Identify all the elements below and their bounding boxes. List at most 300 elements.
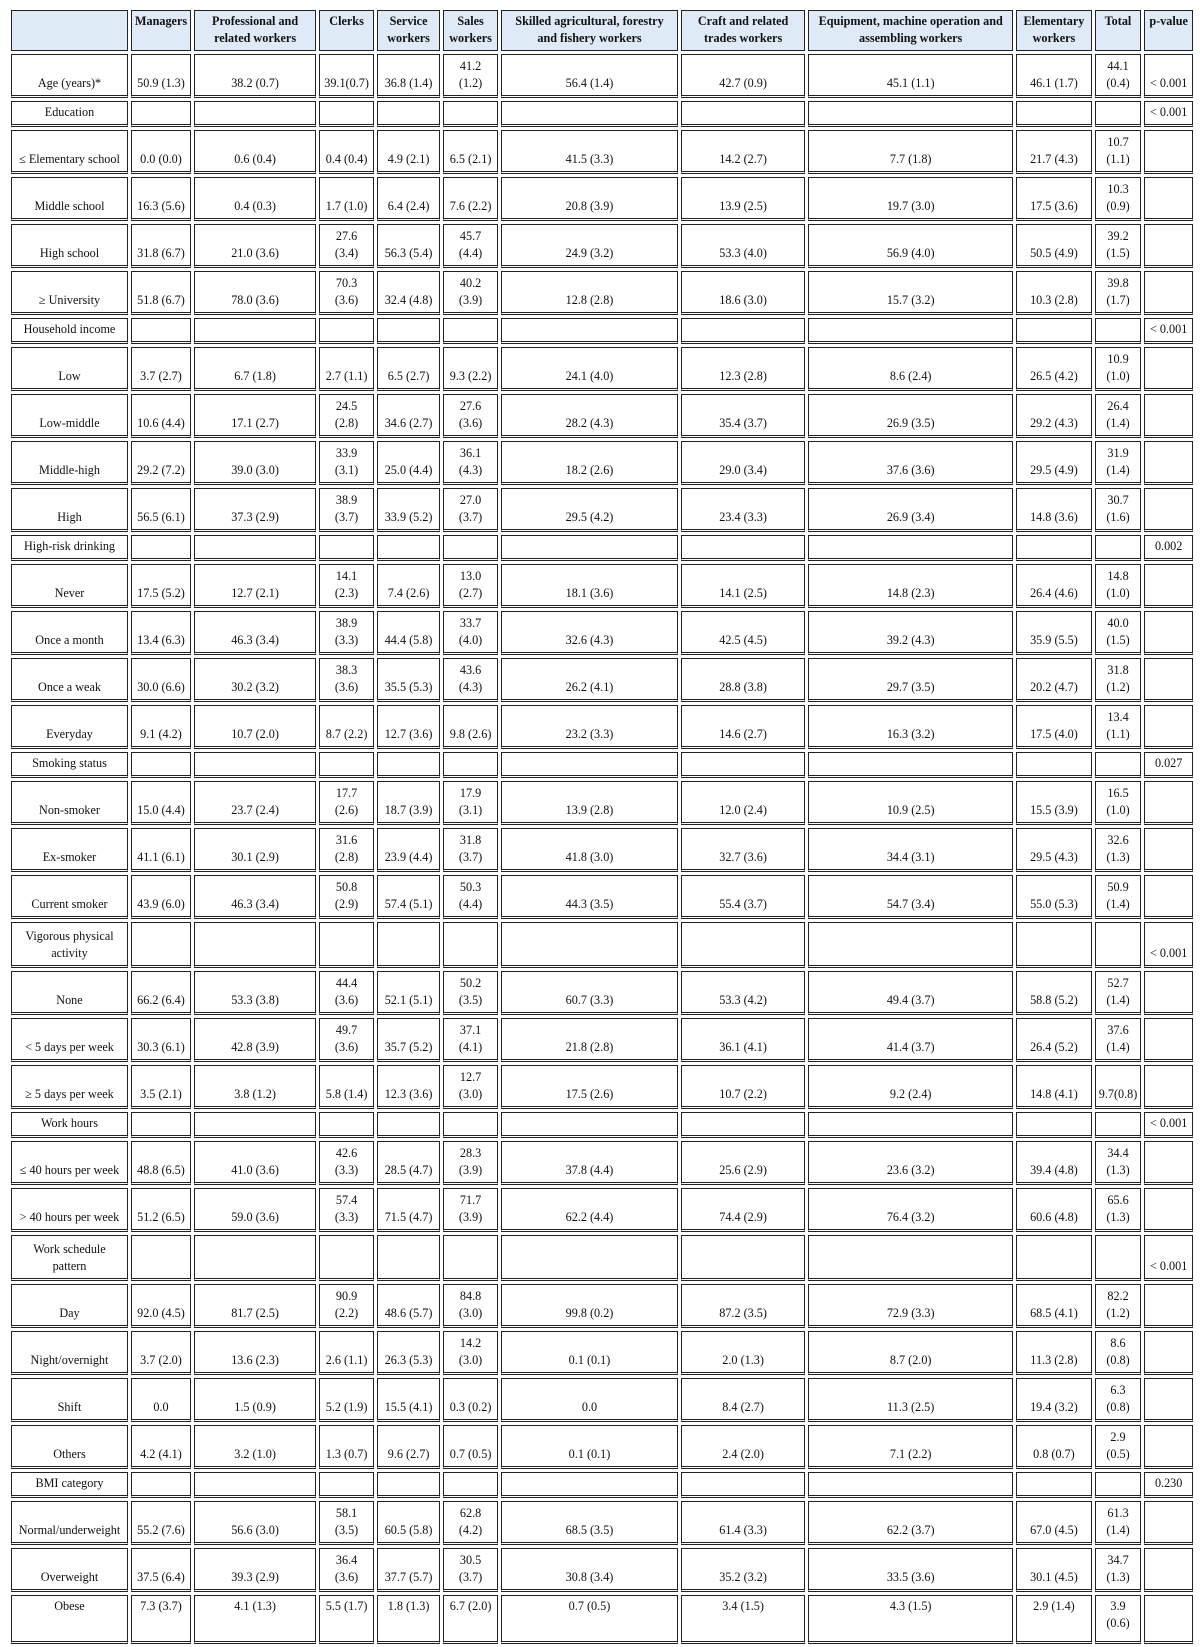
section-label: Education xyxy=(11,101,128,127)
table-cell: 50.9 (1.4) xyxy=(1095,875,1142,919)
table-cell: 17.7 (2.6) xyxy=(319,781,374,825)
table-cell xyxy=(808,1112,1013,1138)
table-cell: 72.9 (3.3) xyxy=(808,1284,1013,1328)
table-cell: 13.9 (2.5) xyxy=(681,177,805,221)
table-cell: 50.3 (4.4) xyxy=(443,875,498,919)
table-cell: 26.4 (5.2) xyxy=(1016,1018,1092,1062)
section-label: Household income xyxy=(11,318,128,344)
section-label: High-risk drinking xyxy=(11,535,128,561)
table-cell: 18.7 (3.9) xyxy=(377,781,440,825)
table-cell: 84.8 (3.0) xyxy=(443,1284,498,1328)
table-cell: 3.7 (2.0) xyxy=(131,1331,191,1375)
table-row xyxy=(11,1501,1193,1545)
table-cell xyxy=(319,318,374,344)
p-value-cell xyxy=(1144,611,1193,655)
table-cell xyxy=(808,1472,1013,1498)
table-cell: 12.3 (2.8) xyxy=(681,347,805,391)
table-cell: 0.0 xyxy=(131,1378,191,1422)
table-cell xyxy=(131,318,191,344)
table-cell: 31.8 (3.7) xyxy=(443,828,498,872)
table-cell: 31.8 (1.2) xyxy=(1095,658,1142,702)
p-value-cell xyxy=(1144,271,1193,315)
table-cell: 26.4 (4.6) xyxy=(1016,564,1092,608)
row-label: ≤ 40 hours per week xyxy=(11,1141,128,1185)
table-cell xyxy=(1016,1472,1092,1498)
table-cell: 70.3 (3.6) xyxy=(319,271,374,315)
table-cell: 17.5 (2.6) xyxy=(501,1065,678,1109)
table-cell: 34.7 (1.3) xyxy=(1095,1548,1142,1592)
header-cell: p-value xyxy=(1144,10,1193,51)
table-cell: 27.6 (3.4) xyxy=(319,224,374,268)
table-cell: 12.0 (2.4) xyxy=(681,781,805,825)
table-cell: 52.7 (1.4) xyxy=(1095,971,1142,1015)
table-cell xyxy=(1016,752,1092,778)
table-cell: 30.3 (6.1) xyxy=(131,1018,191,1062)
table-cell: 13.4 (1.1) xyxy=(1095,705,1142,749)
table-cell: 29.2 (7.2) xyxy=(131,441,191,485)
table-cell xyxy=(501,1472,678,1498)
table-cell: 17.1 (2.7) xyxy=(194,394,316,438)
table-cell xyxy=(1095,1235,1142,1281)
p-value-cell xyxy=(1144,1425,1193,1469)
table-row xyxy=(11,1188,1193,1232)
table-cell xyxy=(194,535,316,561)
table-cell: 29.0 (3.4) xyxy=(681,441,805,485)
table-cell xyxy=(501,318,678,344)
table-cell xyxy=(681,1112,805,1138)
table-row xyxy=(11,781,1193,825)
table-cell xyxy=(377,922,440,968)
table-cell: 12.7 (3.0) xyxy=(443,1065,498,1109)
section-row xyxy=(11,1235,1193,1281)
table-row xyxy=(11,875,1193,919)
table-cell: 23.7 (2.4) xyxy=(194,781,316,825)
table-cell xyxy=(377,101,440,127)
table-cell: 44.4 (3.6) xyxy=(319,971,374,1015)
table-cell xyxy=(1016,101,1092,127)
table-cell: 51.8 (6.7) xyxy=(131,271,191,315)
table-cell: 0.0 (0.0) xyxy=(131,130,191,174)
table-cell: 6.3 (0.8) xyxy=(1095,1378,1142,1422)
table-cell: 23.4 (3.3) xyxy=(681,488,805,532)
table-cell: 26.4 (1.4) xyxy=(1095,394,1142,438)
table-row xyxy=(11,271,1193,315)
p-value-cell xyxy=(1144,347,1193,391)
table-row xyxy=(11,54,1193,98)
p-value-cell xyxy=(1144,1188,1193,1232)
table-body xyxy=(11,54,1193,1644)
table-cell: 37.6 (3.6) xyxy=(808,441,1013,485)
table-cell: 8.7 (2.0) xyxy=(808,1331,1013,1375)
table-row xyxy=(11,394,1193,438)
table-cell: 54.7 (3.4) xyxy=(808,875,1013,919)
table-cell: 13.9 (2.8) xyxy=(501,781,678,825)
table-cell xyxy=(443,1472,498,1498)
table-cell: 10.9 (2.5) xyxy=(808,781,1013,825)
table-cell: 34.4 (1.3) xyxy=(1095,1141,1142,1185)
table-cell xyxy=(808,535,1013,561)
header-cell: Skilled agricultural, forestry and fishery workers xyxy=(501,10,678,51)
table-cell: 57.4 (5.1) xyxy=(377,875,440,919)
row-label: Middle school xyxy=(11,177,128,221)
table-cell: 74.4 (2.9) xyxy=(681,1188,805,1232)
table-cell: 68.5 (3.5) xyxy=(501,1501,678,1545)
table-cell: 71.7 (3.9) xyxy=(443,1188,498,1232)
table-cell: 9.6 (2.7) xyxy=(377,1425,440,1469)
table-cell: 0.6 (0.4) xyxy=(194,130,316,174)
table-cell: 3.8 (1.2) xyxy=(194,1065,316,1109)
row-label: Others xyxy=(11,1425,128,1469)
row-label: High xyxy=(11,488,128,532)
table-cell: 87.2 (3.5) xyxy=(681,1284,805,1328)
table-cell: 41.8 (3.0) xyxy=(501,828,678,872)
table-cell xyxy=(319,922,374,968)
table-cell: 3.5 (2.1) xyxy=(131,1065,191,1109)
table-cell: 1.3 (0.7) xyxy=(319,1425,374,1469)
table-cell: 0.4 (0.4) xyxy=(319,130,374,174)
table-cell: 5.2 (1.9) xyxy=(319,1378,374,1422)
table-cell: 7.3 (3.7) xyxy=(131,1595,191,1644)
row-label: Shift xyxy=(11,1378,128,1422)
table-cell: 33.9 (5.2) xyxy=(377,488,440,532)
table-cell: 37.6 (1.4) xyxy=(1095,1018,1142,1062)
row-label: Day xyxy=(11,1284,128,1328)
table-cell: 56.4 (1.4) xyxy=(501,54,678,98)
table-cell xyxy=(131,535,191,561)
table-row xyxy=(11,1331,1193,1375)
row-label: Once a weak xyxy=(11,658,128,702)
table-cell xyxy=(1016,922,1092,968)
table-cell: 78.0 (3.6) xyxy=(194,271,316,315)
table-cell: 16.3 (3.2) xyxy=(808,705,1013,749)
table-cell: 34.4 (3.1) xyxy=(808,828,1013,872)
table-cell: 15.5 (4.1) xyxy=(377,1378,440,1422)
table-cell: 48.6 (5.7) xyxy=(377,1284,440,1328)
table-cell: 60.6 (4.8) xyxy=(1016,1188,1092,1232)
table-cell: 30.1 (2.9) xyxy=(194,828,316,872)
row-label: ≥ University xyxy=(11,271,128,315)
table-cell: 10.7 (2.2) xyxy=(681,1065,805,1109)
table-cell: 8.6 (2.4) xyxy=(808,347,1013,391)
table-cell: 3.2 (1.0) xyxy=(194,1425,316,1469)
table-cell: 6.5 (2.7) xyxy=(377,347,440,391)
table-cell: 38.9 (3.7) xyxy=(319,488,374,532)
section-row xyxy=(11,922,1193,968)
table-cell: 30.8 (3.4) xyxy=(501,1548,678,1592)
p-value-cell xyxy=(1144,658,1193,702)
table-cell xyxy=(319,101,374,127)
table-cell: 29.5 (4.3) xyxy=(1016,828,1092,872)
p-value-cell: < 0.001 xyxy=(1144,1112,1193,1138)
table-cell xyxy=(1095,1112,1142,1138)
table-cell: 5.8 (1.4) xyxy=(319,1065,374,1109)
table-cell: 38.3 (3.6) xyxy=(319,658,374,702)
row-label: Low xyxy=(11,347,128,391)
table-cell: 21.7 (4.3) xyxy=(1016,130,1092,174)
table-cell: 24.9 (3.2) xyxy=(501,224,678,268)
table-cell xyxy=(501,1235,678,1281)
header-cell: Professional and related workers xyxy=(194,10,316,51)
table-cell: 6.7 (1.8) xyxy=(194,347,316,391)
table-cell: 0.7 (0.5) xyxy=(501,1595,678,1644)
table-cell xyxy=(319,1472,374,1498)
table-cell: 34.6 (2.7) xyxy=(377,394,440,438)
table-cell: 90.9 (2.2) xyxy=(319,1284,374,1328)
table-cell: 56.6 (3.0) xyxy=(194,1501,316,1545)
table-cell: 44.1 (0.4) xyxy=(1095,54,1142,98)
table-cell: 39.8 (1.7) xyxy=(1095,271,1142,315)
table-cell: 16.5 (1.0) xyxy=(1095,781,1142,825)
table-cell: 50.8 (2.9) xyxy=(319,875,374,919)
table-cell: 35.7 (5.2) xyxy=(377,1018,440,1062)
table-cell: 18.6 (3.0) xyxy=(681,271,805,315)
table-cell: 46.1 (1.7) xyxy=(1016,54,1092,98)
p-value-cell xyxy=(1144,394,1193,438)
table-cell: 7.6 (2.2) xyxy=(443,177,498,221)
table-cell: 4.3 (1.5) xyxy=(808,1595,1013,1644)
table-cell: 7.7 (1.8) xyxy=(808,130,1013,174)
table-cell: 92.0 (4.5) xyxy=(131,1284,191,1328)
table-cell: 27.6 (3.6) xyxy=(443,394,498,438)
table-cell: 43.9 (6.0) xyxy=(131,875,191,919)
p-value-cell: < 0.001 xyxy=(1144,101,1193,127)
table-cell xyxy=(377,1112,440,1138)
table-cell: 37.3 (2.9) xyxy=(194,488,316,532)
header-cell: Clerks xyxy=(319,10,374,51)
p-value-cell xyxy=(1144,1141,1193,1185)
table-cell: 53.3 (4.2) xyxy=(681,971,805,1015)
table-cell: 32.6 (4.3) xyxy=(501,611,678,655)
header-cell: Craft and related trades workers xyxy=(681,10,805,51)
p-value-cell xyxy=(1144,441,1193,485)
table-cell: 60.7 (3.3) xyxy=(501,971,678,1015)
table-cell xyxy=(319,752,374,778)
table-cell: 0.1 (0.1) xyxy=(501,1425,678,1469)
table-cell xyxy=(681,101,805,127)
table-cell: 42.8 (3.9) xyxy=(194,1018,316,1062)
table-row xyxy=(11,658,1193,702)
table-cell xyxy=(1095,535,1142,561)
table-cell xyxy=(377,535,440,561)
header-cell: Elementary workers xyxy=(1016,10,1092,51)
p-value-cell xyxy=(1144,705,1193,749)
table-cell: 10.7 (1.1) xyxy=(1095,130,1142,174)
table-cell: 13.6 (2.3) xyxy=(194,1331,316,1375)
table-cell: 9.1 (4.2) xyxy=(131,705,191,749)
section-row xyxy=(11,752,1193,778)
p-value-cell xyxy=(1144,875,1193,919)
table-cell xyxy=(1016,535,1092,561)
table-cell: 19.4 (3.2) xyxy=(1016,1378,1092,1422)
table-cell: 32.6 (1.3) xyxy=(1095,828,1142,872)
table-cell xyxy=(681,535,805,561)
table-cell: 30.5 (3.7) xyxy=(443,1548,498,1592)
table-cell: 20.8 (3.9) xyxy=(501,177,678,221)
table-cell: 40.0 (1.5) xyxy=(1095,611,1142,655)
section-row xyxy=(11,1472,1193,1498)
row-label: Night/overnight xyxy=(11,1331,128,1375)
table-cell: 3.9 (0.6) xyxy=(1095,1595,1142,1644)
section-label: Work schedule pattern xyxy=(11,1235,128,1281)
row-label: > 40 hours per week xyxy=(11,1188,128,1232)
header-cell: Equipment, machine operation and assembling workers xyxy=(808,10,1013,51)
table-cell: 28.5 (4.7) xyxy=(377,1141,440,1185)
table-row xyxy=(11,564,1193,608)
table-cell: 81.7 (2.5) xyxy=(194,1284,316,1328)
table-cell: 53.3 (4.0) xyxy=(681,224,805,268)
table-cell: 17.5 (4.0) xyxy=(1016,705,1092,749)
table-cell: 10.7 (2.0) xyxy=(194,705,316,749)
table-cell: 56.5 (6.1) xyxy=(131,488,191,532)
table-cell xyxy=(443,922,498,968)
table-cell: 99.8 (0.2) xyxy=(501,1284,678,1328)
p-value-cell: 0.230 xyxy=(1144,1472,1193,1498)
table-cell: 53.3 (3.8) xyxy=(194,971,316,1015)
table-cell: 14.1 (2.5) xyxy=(681,564,805,608)
table-cell: 26.2 (4.1) xyxy=(501,658,678,702)
table-cell: 29.7 (3.5) xyxy=(808,658,1013,702)
table-cell: 14.8 (3.6) xyxy=(1016,488,1092,532)
table-cell xyxy=(1095,1472,1142,1498)
table-cell: 43.6 (4.3) xyxy=(443,658,498,702)
table-cell xyxy=(501,535,678,561)
table-cell: 23.2 (3.3) xyxy=(501,705,678,749)
section-row xyxy=(11,1112,1193,1138)
table-cell: 68.5 (4.1) xyxy=(1016,1284,1092,1328)
table-cell: 13.0 (2.7) xyxy=(443,564,498,608)
table-cell: 0.4 (0.3) xyxy=(194,177,316,221)
table-cell xyxy=(131,922,191,968)
table-cell: 16.3 (5.6) xyxy=(131,177,191,221)
table-cell: 29.2 (4.3) xyxy=(1016,394,1092,438)
table-row xyxy=(11,1065,1193,1109)
table-cell xyxy=(1095,752,1142,778)
table-cell: 41.2 (1.2) xyxy=(443,54,498,98)
table-cell: 65.6 (1.3) xyxy=(1095,1188,1142,1232)
table-cell: 10.9 (1.0) xyxy=(1095,347,1142,391)
table-cell: 55.0 (5.3) xyxy=(1016,875,1092,919)
table-cell: 36.1 (4.1) xyxy=(681,1018,805,1062)
table-cell: 30.7 (1.6) xyxy=(1095,488,1142,532)
table-cell: 37.5 (6.4) xyxy=(131,1548,191,1592)
table-cell: 0.3 (0.2) xyxy=(443,1378,498,1422)
table-cell: 32.7 (3.6) xyxy=(681,828,805,872)
table-cell: 56.9 (4.0) xyxy=(808,224,1013,268)
table-cell xyxy=(501,922,678,968)
table-cell: 6.5 (2.1) xyxy=(443,130,498,174)
table-cell: 41.4 (3.7) xyxy=(808,1018,1013,1062)
table-cell: 50.2 (3.5) xyxy=(443,971,498,1015)
table-cell: 58.8 (5.2) xyxy=(1016,971,1092,1015)
table-cell: 9.8 (2.6) xyxy=(443,705,498,749)
p-value-cell xyxy=(1144,781,1193,825)
header-row xyxy=(11,10,1193,51)
p-value-cell: < 0.001 xyxy=(1144,318,1193,344)
table-cell: 41.1 (6.1) xyxy=(131,828,191,872)
table-cell: 5.5 (1.7) xyxy=(319,1595,374,1644)
table-cell xyxy=(194,1472,316,1498)
p-value-cell xyxy=(1144,971,1193,1015)
table-cell xyxy=(808,1235,1013,1281)
table-cell: 1.8 (1.3) xyxy=(377,1595,440,1644)
table-cell: 13.4 (6.3) xyxy=(131,611,191,655)
row-label: Current smoker xyxy=(11,875,128,919)
table-cell: 14.8 (1.0) xyxy=(1095,564,1142,608)
table-cell xyxy=(319,1112,374,1138)
table-cell xyxy=(501,101,678,127)
table-cell: 6.4 (2.4) xyxy=(377,177,440,221)
table-cell: 42.5 (4.5) xyxy=(681,611,805,655)
table-cell: 61.4 (3.3) xyxy=(681,1501,805,1545)
table-cell: 3.7 (2.7) xyxy=(131,347,191,391)
table-row xyxy=(11,1595,1193,1644)
table-cell: 71.5 (4.7) xyxy=(377,1188,440,1232)
p-value-cell xyxy=(1144,1548,1193,1592)
table-cell: 25.6 (2.9) xyxy=(681,1141,805,1185)
table-cell: 18.2 (2.6) xyxy=(501,441,678,485)
row-label: High school xyxy=(11,224,128,268)
table-cell: 37.1 (4.1) xyxy=(443,1018,498,1062)
table-row xyxy=(11,1284,1193,1328)
p-value-cell xyxy=(1144,1065,1193,1109)
p-value-cell xyxy=(1144,1378,1193,1422)
table-cell: 23.9 (4.4) xyxy=(377,828,440,872)
row-label: Low-middle xyxy=(11,394,128,438)
table-cell: 9.7(0.8) xyxy=(1095,1065,1142,1109)
table-cell: 0.0 xyxy=(501,1378,678,1422)
table-cell xyxy=(443,318,498,344)
p-value-cell xyxy=(1144,177,1193,221)
table-cell: 14.1 (2.3) xyxy=(319,564,374,608)
p-value-cell xyxy=(1144,488,1193,532)
table-cell: 42.7 (0.9) xyxy=(681,54,805,98)
table-cell xyxy=(194,922,316,968)
table-cell: 24.5 (2.8) xyxy=(319,394,374,438)
table-cell: 8.4 (2.7) xyxy=(681,1378,805,1422)
table-cell xyxy=(131,101,191,127)
table-cell xyxy=(377,318,440,344)
table-cell: 6.7 (2.0) xyxy=(443,1595,498,1644)
table-cell: 10.3 (0.9) xyxy=(1095,177,1142,221)
table-cell: 37.8 (4.4) xyxy=(501,1141,678,1185)
table-cell xyxy=(681,922,805,968)
table-cell: 0.1 (0.1) xyxy=(501,1331,678,1375)
header-cell: Sales workers xyxy=(443,10,498,51)
p-value-cell: < 0.001 xyxy=(1144,922,1193,968)
p-value-cell xyxy=(1144,224,1193,268)
table-cell: 1.5 (0.9) xyxy=(194,1378,316,1422)
table-cell xyxy=(1095,318,1142,344)
table-cell: 24.1 (4.0) xyxy=(501,347,678,391)
row-label: Everyday xyxy=(11,705,128,749)
table-cell xyxy=(194,1235,316,1281)
table-cell: 3.4 (1.5) xyxy=(681,1595,805,1644)
p-value-cell xyxy=(1144,130,1193,174)
table-row xyxy=(11,1018,1193,1062)
table-cell: 61.3 (1.4) xyxy=(1095,1501,1142,1545)
table-row xyxy=(11,1548,1193,1592)
p-value-cell xyxy=(1144,1018,1193,1062)
table-cell xyxy=(194,101,316,127)
table-cell: 44.3 (3.5) xyxy=(501,875,678,919)
table-cell: 14.2 (3.0) xyxy=(443,1331,498,1375)
table-cell: 10.3 (2.8) xyxy=(1016,271,1092,315)
table-row xyxy=(11,1141,1193,1185)
table-cell: 40.2 (3.9) xyxy=(443,271,498,315)
table-cell: 44.4 (5.8) xyxy=(377,611,440,655)
table-cell: 18.1 (3.6) xyxy=(501,564,678,608)
row-label: ≥ 5 days per week xyxy=(11,1065,128,1109)
